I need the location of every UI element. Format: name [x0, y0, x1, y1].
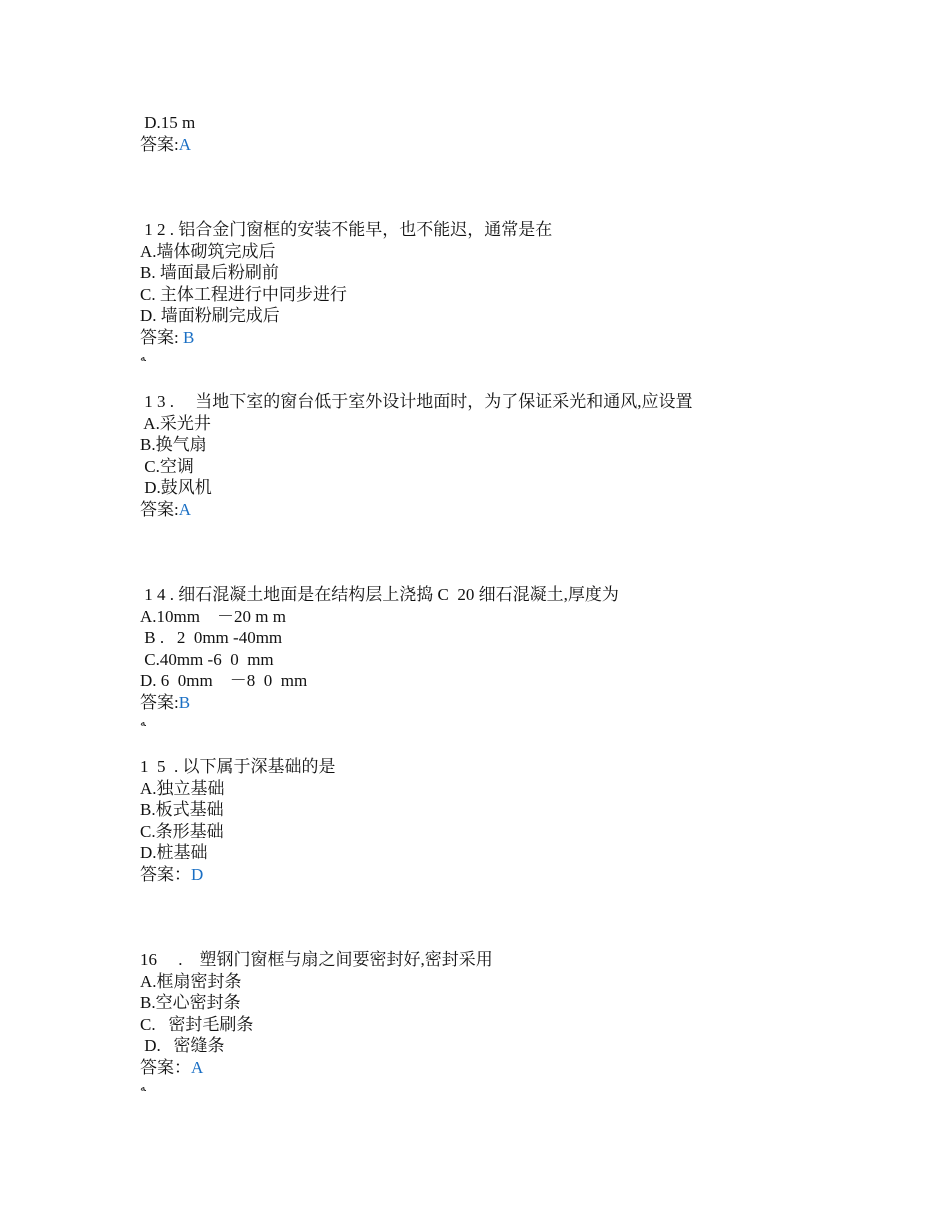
q16-stem: 16 . 塑钢门窗框与扇之间要密封好,密封采用 [140, 950, 493, 969]
paragraph-mark: ﻪ [140, 1082, 146, 1094]
q12-option-b: B. 墙面最后粉刷前 [140, 263, 279, 282]
q12-answer [140, 327, 194, 349]
answer-label: 答案: [140, 500, 179, 519]
q16-option-b: B.空心密封条 [140, 993, 241, 1012]
answer-value: A [178, 500, 192, 519]
q13-option-a: A.采光井 [140, 414, 211, 433]
q13-option-b: B.换气扇 [140, 435, 207, 454]
q12-option-c: C. 主体工程进行中同步进行 [140, 285, 347, 304]
q15-option-c: C.条形基础 [140, 822, 224, 841]
answer-label: 答案: [140, 328, 183, 347]
q15-option-a: A.独立基础 [140, 779, 225, 798]
answer-value: A [178, 135, 192, 154]
answer-label: 答案: [140, 693, 179, 712]
q13-option-c: C.空调 [140, 457, 194, 476]
q13-answer [140, 499, 191, 521]
q14-answer [140, 692, 190, 714]
q11-option-d: D.15 m [140, 113, 196, 132]
paragraph-mark: ﻪ [140, 352, 146, 364]
answer-label: 答案: [140, 135, 179, 154]
q16-answer [140, 1057, 203, 1079]
answer-value: A [191, 1058, 204, 1077]
q12-option-a: A.墙体砌筑完成后 [140, 242, 276, 261]
q14-option-a: A.10mm －20 m m [140, 607, 286, 626]
answer-value: D [191, 865, 204, 884]
q14-option-c: C.40mm -6 0 mm [140, 650, 274, 669]
q14-option-d: D. 6 0mm －8 0 mm [140, 671, 308, 690]
answer-value: B [182, 328, 195, 347]
q15-stem: 1 5 . 以下属于深基础的是 [140, 757, 336, 776]
q11-answer [140, 134, 191, 156]
q16-option-c: C. 密封毛刷条 [140, 1015, 254, 1034]
q15-answer [140, 864, 203, 886]
q13-option-d: D.鼓风机 [140, 478, 212, 497]
q15-option-d: D.桩基础 [140, 843, 208, 862]
answer-label: 答案： [140, 865, 191, 884]
answer-label: 答案： [140, 1058, 191, 1077]
paragraph-mark: ﻪ [140, 717, 146, 729]
q12-option-d: D. 墙面粉刷完成后 [140, 306, 280, 325]
answer-value: B [178, 693, 191, 712]
q14-stem: 1 4 . 细石混凝土地面是在结构层上浇捣 C 20 细石混凝土,厚度为 [140, 585, 619, 604]
q12-stem: 1 2 . 铝合金门窗框的安装不能早，也不能迟，通常是在 [140, 220, 553, 239]
q14-option-b: B . 2 0mm -40mm [140, 628, 283, 647]
q13-stem: 1 3 . 当地下室的窗台低于室外设计地面时，为了保证采光和通风,应设置 [140, 392, 693, 411]
q16-option-a: A.框扇密封条 [140, 972, 242, 991]
q15-option-b: B.板式基础 [140, 800, 224, 819]
q16-option-d: D. 密缝条 [140, 1036, 225, 1055]
